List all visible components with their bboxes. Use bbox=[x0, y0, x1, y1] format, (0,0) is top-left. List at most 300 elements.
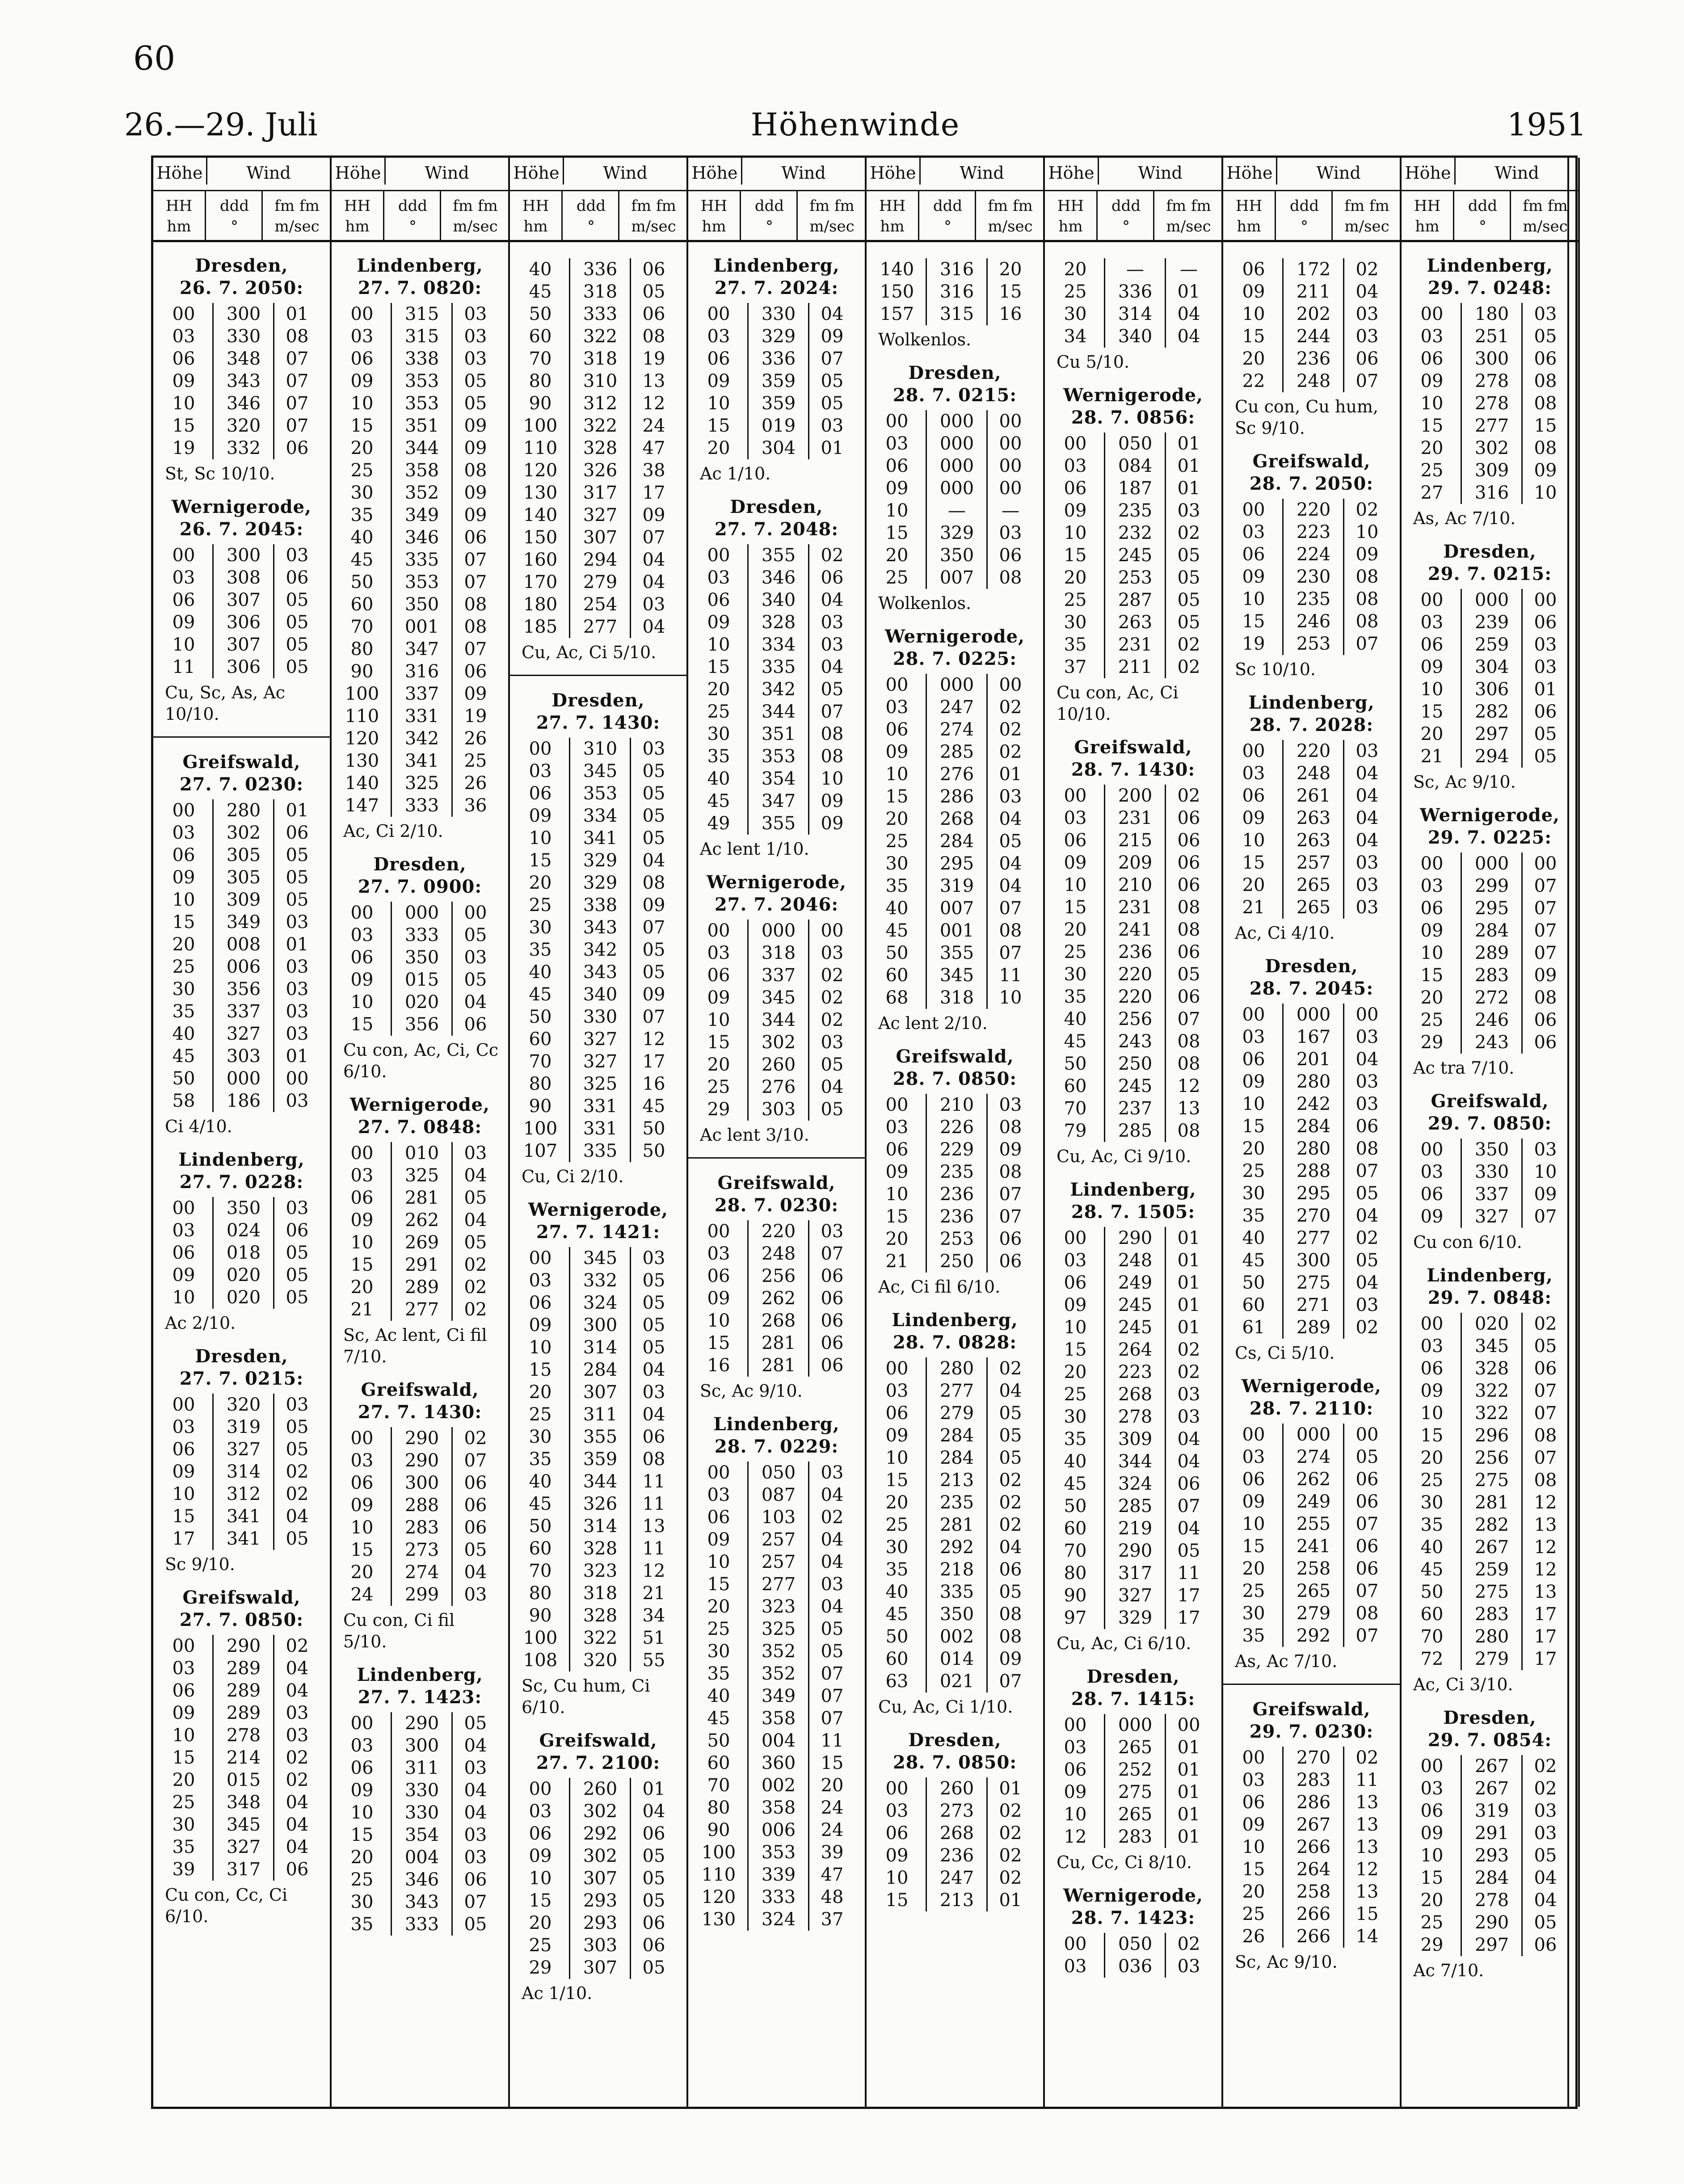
wind-speed: 06 bbox=[286, 567, 309, 588]
table-row bbox=[1045, 611, 1221, 634]
column-stack bbox=[1223, 255, 1400, 1984]
table-row bbox=[1045, 1540, 1221, 1562]
wind-direction: 299 bbox=[404, 1584, 439, 1605]
wind-speed: 06 bbox=[1177, 808, 1200, 828]
sounding-rows bbox=[1223, 740, 1400, 919]
wind-speed: 02 bbox=[1356, 1228, 1379, 1248]
height-hm: 00 bbox=[529, 1779, 552, 1799]
wind-speed: 48 bbox=[821, 1887, 844, 1907]
table-row bbox=[1223, 370, 1400, 392]
height-hm: 03 bbox=[1242, 1027, 1265, 1047]
table-row bbox=[688, 723, 865, 745]
wind-direction: 277 bbox=[761, 1574, 796, 1595]
wind-direction: 310 bbox=[583, 371, 618, 391]
wind-speed: 06 bbox=[1177, 830, 1200, 851]
wind-speed: 08 bbox=[1534, 987, 1557, 1008]
wind-direction: 331 bbox=[583, 1096, 618, 1117]
height-hm: 21 bbox=[1242, 897, 1265, 918]
table-row bbox=[1402, 1138, 1578, 1161]
wind-speed: 04 bbox=[642, 617, 665, 637]
table-row bbox=[1402, 1402, 1578, 1424]
station-section bbox=[1402, 1707, 1578, 1981]
table-row bbox=[332, 1824, 508, 1846]
wind-direction: 305 bbox=[226, 867, 261, 888]
wind-speed: 03 bbox=[286, 545, 309, 566]
wind-speed: 08 bbox=[1356, 567, 1379, 587]
table-row bbox=[153, 1635, 330, 1657]
wind-speed: 04 bbox=[464, 1780, 487, 1801]
wind-speed: 07 bbox=[999, 898, 1022, 919]
wind-speed: 01 bbox=[286, 934, 309, 955]
header-wind: Wind bbox=[781, 163, 826, 183]
wind-speed: 02 bbox=[1177, 785, 1200, 806]
header-hh-label: HH bbox=[1414, 197, 1441, 215]
wind-speed: 03 bbox=[821, 1462, 844, 1483]
wind-direction: 347 bbox=[404, 639, 439, 659]
height-hm: 30 bbox=[707, 1641, 730, 1662]
wind-speed: 20 bbox=[999, 259, 1022, 280]
height-hm: 45 bbox=[885, 1604, 909, 1625]
wind-direction: 333 bbox=[404, 795, 439, 816]
header-hh bbox=[1223, 191, 1276, 240]
table-row bbox=[688, 1573, 865, 1596]
wind-direction: 258 bbox=[1296, 1882, 1331, 1902]
wind-direction: 329 bbox=[939, 523, 974, 543]
table-row bbox=[510, 1800, 686, 1823]
table-row bbox=[510, 1627, 686, 1649]
height-hm: 09 bbox=[1242, 1071, 1265, 1092]
station-name: Wernigerode, bbox=[1063, 385, 1203, 406]
wind-speed: 06 bbox=[821, 1333, 844, 1353]
height-hm: 20 bbox=[350, 438, 374, 458]
height-hm: 15 bbox=[1064, 897, 1087, 918]
height-hm: 10 bbox=[172, 1287, 195, 1308]
wind-speed: 09 bbox=[642, 505, 665, 525]
table-row bbox=[153, 1702, 330, 1724]
wind-speed: 00 bbox=[1177, 1715, 1200, 1735]
height-hm: 15 bbox=[172, 1506, 195, 1527]
header-unit-label: m/sec bbox=[274, 218, 320, 235]
cloud-note: Cu con, Ac, Ci 10/10. bbox=[1057, 683, 1179, 724]
height-hm: 60 bbox=[1242, 1295, 1265, 1315]
height-hm: 15 bbox=[1242, 326, 1265, 347]
height-hm: 80 bbox=[529, 1583, 552, 1604]
table-row bbox=[1402, 1648, 1578, 1670]
table-row bbox=[1402, 1800, 1578, 1822]
wind-direction: 350 bbox=[1474, 1139, 1509, 1160]
height-hm: 00 bbox=[707, 545, 730, 566]
wind-direction: 349 bbox=[761, 1686, 796, 1706]
wind-speed: 08 bbox=[1534, 393, 1557, 414]
wind-speed: 05 bbox=[286, 867, 309, 888]
header-deg-label: ° bbox=[944, 218, 951, 235]
cloud-note: Sc, Ac 9/10. bbox=[700, 1381, 803, 1401]
table-row bbox=[867, 1581, 1043, 1603]
wind-speed: 05 bbox=[1177, 1541, 1200, 1561]
wind-direction: 329 bbox=[583, 850, 618, 871]
wind-direction: 329 bbox=[1118, 1608, 1153, 1628]
wind-speed: 02 bbox=[999, 1868, 1022, 1888]
table-row bbox=[1402, 875, 1578, 897]
wind-speed: 03 bbox=[1356, 1027, 1379, 1047]
wind-direction: 338 bbox=[583, 895, 618, 916]
height-hm: 03 bbox=[885, 433, 909, 454]
wind-speed: 04 bbox=[1356, 763, 1379, 784]
wind-speed: 05 bbox=[464, 1713, 487, 1734]
cloud-note: Sc, Cu hum, Ci 6/10. bbox=[522, 1676, 650, 1717]
height-hm: 10 bbox=[885, 1448, 909, 1468]
height-hm: 15 bbox=[885, 786, 909, 807]
table-row bbox=[1223, 1625, 1400, 1647]
wind-speed: 05 bbox=[464, 970, 487, 990]
table-row bbox=[1045, 1428, 1221, 1450]
wind-speed: 12 bbox=[1534, 1559, 1557, 1580]
height-hm: 10 bbox=[1064, 523, 1087, 543]
height-hm: 03 bbox=[529, 1270, 552, 1291]
table-row bbox=[1045, 1316, 1221, 1339]
wind-direction: 319 bbox=[1474, 1801, 1509, 1821]
height-hm: 70 bbox=[529, 1561, 552, 1581]
table-row bbox=[1223, 499, 1400, 521]
table-row bbox=[510, 894, 686, 916]
header-wind: Wind bbox=[1316, 163, 1361, 183]
height-hm: 06 bbox=[885, 1403, 909, 1424]
station-section bbox=[1045, 1885, 1221, 1978]
station-section bbox=[1223, 1375, 1400, 1672]
height-hm: 20 bbox=[350, 1562, 374, 1583]
wind-speed: 07 bbox=[1534, 1206, 1557, 1227]
wind-direction: 223 bbox=[1296, 522, 1331, 542]
table-row bbox=[1223, 852, 1400, 874]
header-hoehe: Höhe bbox=[867, 158, 921, 185]
table-row bbox=[1223, 610, 1400, 633]
wind-direction: 279 bbox=[583, 572, 618, 592]
header-fmfm-label: fm fm bbox=[453, 197, 498, 215]
wind-speed: 50 bbox=[642, 1118, 665, 1139]
height-hm: 00 bbox=[885, 411, 909, 432]
wind-direction: 345 bbox=[761, 987, 796, 1008]
wind-direction: 254 bbox=[583, 594, 618, 615]
wind-direction: 226 bbox=[939, 1117, 974, 1138]
height-hm: 15 bbox=[1420, 1868, 1444, 1888]
wind-speed: 04 bbox=[1177, 326, 1200, 347]
wind-speed: 01 bbox=[642, 1779, 665, 1799]
table-row bbox=[1223, 1026, 1400, 1048]
height-hm: 15 bbox=[1242, 1536, 1265, 1557]
wind-speed: 11 bbox=[821, 1730, 844, 1751]
wind-speed: 02 bbox=[821, 987, 844, 1008]
height-hm: 10 bbox=[707, 1552, 730, 1572]
wind-direction: 278 bbox=[1118, 1407, 1153, 1427]
header-deg-label: ° bbox=[766, 218, 773, 235]
wind-speed: 00 bbox=[1356, 1424, 1379, 1445]
wind-direction: 347 bbox=[761, 791, 796, 811]
wind-direction: 255 bbox=[1296, 1514, 1331, 1534]
height-hm: 185 bbox=[523, 617, 558, 637]
wind-speed: 06 bbox=[1534, 1032, 1557, 1053]
station-date-time: 28. 7. 0229: bbox=[714, 1436, 839, 1457]
height-hm: 06 bbox=[1064, 1273, 1087, 1293]
height-hm: 90 bbox=[350, 661, 374, 682]
height-hm: 35 bbox=[1064, 1429, 1087, 1449]
wind-speed: 04 bbox=[286, 1658, 309, 1679]
wind-speed: 07 bbox=[1356, 1625, 1379, 1646]
wind-direction: 260 bbox=[583, 1779, 618, 1799]
height-hm: 00 bbox=[1420, 590, 1444, 610]
table-row bbox=[510, 872, 686, 894]
height-hm: 90 bbox=[529, 393, 552, 414]
sounding-rows bbox=[688, 544, 865, 835]
table-row bbox=[510, 1095, 686, 1117]
station-date-time: 29. 7. 0215: bbox=[1427, 563, 1552, 584]
wind-direction: 290 bbox=[404, 1713, 439, 1734]
wind-direction: 316 bbox=[939, 259, 974, 280]
table-row bbox=[688, 544, 865, 567]
height-hm: 25 bbox=[529, 1935, 552, 1956]
station-section bbox=[153, 496, 330, 725]
header-deg-label: ° bbox=[1301, 218, 1308, 235]
height-hm: 20 bbox=[1420, 438, 1444, 458]
cloud-note: Ac lent 3/10. bbox=[700, 1125, 809, 1145]
wind-direction: 312 bbox=[226, 1484, 261, 1504]
table-row bbox=[867, 1094, 1043, 1116]
table-row bbox=[867, 500, 1043, 522]
height-hm: 25 bbox=[350, 460, 374, 481]
wind-speed: 06 bbox=[1356, 1536, 1379, 1557]
wind-speed: 02 bbox=[286, 1770, 309, 1790]
table-row bbox=[688, 790, 865, 812]
wind-speed: 05 bbox=[821, 679, 844, 700]
height-hm: 15 bbox=[707, 416, 730, 436]
wind-direction: 237 bbox=[1118, 1098, 1153, 1119]
height-hm: 10 bbox=[1420, 1403, 1444, 1424]
height-hm: 15 bbox=[707, 657, 730, 677]
height-hm: 00 bbox=[885, 1778, 909, 1799]
height-hm: 03 bbox=[350, 925, 374, 945]
height-hm: 03 bbox=[1420, 1778, 1444, 1799]
wind-direction: 001 bbox=[404, 617, 439, 637]
station-name: Dresden, bbox=[195, 255, 288, 276]
sounding-rows bbox=[688, 303, 865, 459]
wind-direction: 292 bbox=[1296, 1625, 1331, 1646]
wind-direction: 000 bbox=[761, 920, 796, 941]
station-name: Greifswald, bbox=[1252, 1699, 1371, 1720]
wind-speed: 03 bbox=[999, 786, 1022, 807]
height-hm: 00 bbox=[172, 800, 195, 821]
wind-direction: 235 bbox=[939, 1162, 974, 1182]
wind-direction: 318 bbox=[761, 943, 796, 963]
wind-speed: 07 bbox=[1356, 1161, 1379, 1181]
wind-speed: 01 bbox=[1177, 478, 1200, 499]
table-row bbox=[1223, 1747, 1400, 1769]
header-hoehe: Höhe bbox=[510, 158, 564, 185]
wind-speed: 19 bbox=[464, 706, 487, 727]
wind-speed: 05 bbox=[642, 1337, 665, 1358]
table-row bbox=[688, 1618, 865, 1640]
table-row bbox=[1223, 1836, 1400, 1858]
wind-speed: 13 bbox=[1534, 1582, 1557, 1602]
wind-direction: 258 bbox=[1296, 1558, 1331, 1579]
table-row bbox=[688, 1819, 865, 1841]
table-row bbox=[510, 392, 686, 415]
station-section bbox=[688, 1413, 865, 1931]
height-hm: 35 bbox=[1242, 1205, 1265, 1226]
wind-direction: 320 bbox=[226, 416, 261, 436]
table-row bbox=[867, 1822, 1043, 1844]
height-hm: 10 bbox=[350, 393, 374, 414]
height-hm: 10 bbox=[707, 1010, 730, 1030]
wind-speed: 05 bbox=[642, 962, 665, 983]
sounding-rows bbox=[510, 1778, 686, 1979]
table-row bbox=[1402, 1603, 1578, 1625]
wind-speed: 06 bbox=[1534, 612, 1557, 633]
column-stack bbox=[332, 255, 508, 1947]
height-hm: 130 bbox=[701, 1909, 736, 1930]
table-row bbox=[1402, 1934, 1578, 1956]
header-ddd bbox=[1277, 191, 1333, 240]
wind-speed: 01 bbox=[821, 438, 844, 458]
wind-speed: 09 bbox=[464, 505, 487, 525]
table-row bbox=[332, 571, 508, 593]
height-hm: 40 bbox=[172, 1024, 195, 1044]
height-hm: 09 bbox=[885, 1845, 909, 1866]
wind-speed: 04 bbox=[1356, 1049, 1379, 1070]
wind-speed: 01 bbox=[1177, 1760, 1200, 1780]
wind-direction: 209 bbox=[1118, 853, 1153, 873]
wind-direction: 300 bbox=[226, 545, 261, 566]
wind-speed: 09 bbox=[1534, 1184, 1557, 1205]
height-hm: 40 bbox=[707, 1686, 730, 1706]
wind-direction: 304 bbox=[761, 438, 796, 458]
station-section bbox=[1402, 541, 1578, 793]
wind-direction: 319 bbox=[226, 1417, 261, 1437]
table-row bbox=[1402, 1889, 1578, 1911]
table-row bbox=[1223, 896, 1400, 919]
station-name: Lindenberg, bbox=[1070, 1179, 1196, 1200]
wind-direction: 293 bbox=[583, 1913, 618, 1933]
station-section bbox=[153, 255, 330, 484]
wind-direction: 344 bbox=[404, 438, 439, 458]
station-name: Wernigerode, bbox=[885, 626, 1025, 647]
table-row bbox=[867, 1357, 1043, 1380]
table-row bbox=[153, 1286, 330, 1309]
wind-speed: 05 bbox=[464, 1914, 487, 1935]
wind-direction: 020 bbox=[404, 992, 439, 1012]
wind-speed: 00 bbox=[821, 920, 844, 941]
column-header-row-2 bbox=[510, 191, 686, 240]
table-row bbox=[510, 1314, 686, 1336]
wind-speed: 08 bbox=[999, 920, 1022, 941]
sounding-rows bbox=[153, 1635, 330, 1881]
wind-speed: 07 bbox=[286, 416, 309, 436]
height-hm: 30 bbox=[1064, 304, 1087, 324]
table-row bbox=[867, 1161, 1043, 1183]
wind-direction: 210 bbox=[939, 1095, 974, 1115]
wind-speed: 04 bbox=[642, 1360, 665, 1380]
wind-speed: 05 bbox=[642, 1868, 665, 1889]
wind-speed: 04 bbox=[1356, 1205, 1379, 1226]
wind-direction: 281 bbox=[1474, 1492, 1509, 1513]
wind-speed: 07 bbox=[464, 1450, 487, 1471]
height-hm: 80 bbox=[529, 1074, 552, 1094]
table-row bbox=[1045, 281, 1221, 303]
height-hm: 09 bbox=[1420, 1381, 1444, 1401]
height-hm: 60 bbox=[1064, 1076, 1087, 1096]
table-row bbox=[688, 1484, 865, 1506]
table-row bbox=[332, 727, 508, 750]
table-row bbox=[1402, 1625, 1578, 1648]
cloud-note: Cu, Cc, Ci 8/10. bbox=[1057, 1852, 1192, 1872]
table-row bbox=[1045, 1294, 1221, 1316]
height-hm: 10 bbox=[1064, 1804, 1087, 1825]
wind-direction: 297 bbox=[1474, 724, 1509, 744]
wind-speed: 05 bbox=[1177, 612, 1200, 633]
table-row bbox=[153, 978, 330, 1000]
wind-speed: 00 bbox=[999, 478, 1022, 499]
wind-direction: 303 bbox=[583, 1935, 618, 1956]
table-row bbox=[1402, 392, 1578, 415]
column-header-row-1 bbox=[510, 158, 686, 191]
header-hh bbox=[867, 191, 919, 240]
table-row bbox=[510, 1336, 686, 1359]
table-row bbox=[510, 1292, 686, 1314]
wind-direction: 308 bbox=[226, 567, 261, 588]
cloud-note: Cu, Ci 2/10. bbox=[522, 1167, 624, 1186]
height-hm: 06 bbox=[1064, 830, 1087, 851]
height-hm: 100 bbox=[345, 684, 379, 704]
wind-direction: 214 bbox=[226, 1747, 261, 1768]
wind-direction: 265 bbox=[1296, 875, 1331, 895]
wind-speed: 02 bbox=[286, 1747, 309, 1768]
table-row bbox=[332, 638, 508, 660]
wind-direction: 289 bbox=[1296, 1317, 1331, 1338]
station-name: Dresden, bbox=[373, 854, 467, 875]
wind-speed: 03 bbox=[821, 634, 844, 655]
table-row bbox=[1402, 964, 1578, 987]
height-hm: 97 bbox=[1064, 1608, 1087, 1628]
table-row bbox=[332, 370, 508, 392]
wind-speed: 03 bbox=[821, 943, 844, 963]
wind-direction: 213 bbox=[939, 1890, 974, 1911]
wind-direction: 306 bbox=[1474, 679, 1509, 700]
sounding-rows bbox=[510, 1247, 686, 1672]
station-section bbox=[332, 1379, 508, 1652]
wind-direction: 263 bbox=[1118, 612, 1153, 633]
wind-speed: 13 bbox=[642, 371, 665, 391]
wind-speed: 19 bbox=[642, 349, 665, 369]
table-row bbox=[332, 1757, 508, 1779]
header-ddd-label: ddd bbox=[1468, 197, 1498, 215]
wind-direction: 014 bbox=[939, 1649, 974, 1669]
station-date-time: 27. 7. 1430: bbox=[536, 712, 661, 733]
column-header bbox=[153, 158, 330, 242]
height-hm: 35 bbox=[707, 1663, 730, 1684]
wind-direction: 201 bbox=[1296, 1049, 1331, 1070]
station-date-time: 27. 7. 0900: bbox=[358, 876, 482, 897]
table-row bbox=[1045, 656, 1221, 678]
wind-speed: 05 bbox=[642, 1890, 665, 1911]
header-ddd bbox=[921, 191, 976, 240]
wind-direction: 315 bbox=[939, 304, 974, 324]
wind-speed: 03 bbox=[1356, 1071, 1379, 1092]
wind-speed: 08 bbox=[821, 724, 844, 744]
wind-speed: 12 bbox=[642, 1029, 665, 1050]
wind-speed: 08 bbox=[999, 1626, 1022, 1647]
table-row bbox=[332, 946, 508, 969]
table-row bbox=[867, 303, 1043, 325]
wind-speed: 02 bbox=[1356, 1747, 1379, 1768]
station-section bbox=[1045, 1666, 1221, 1873]
